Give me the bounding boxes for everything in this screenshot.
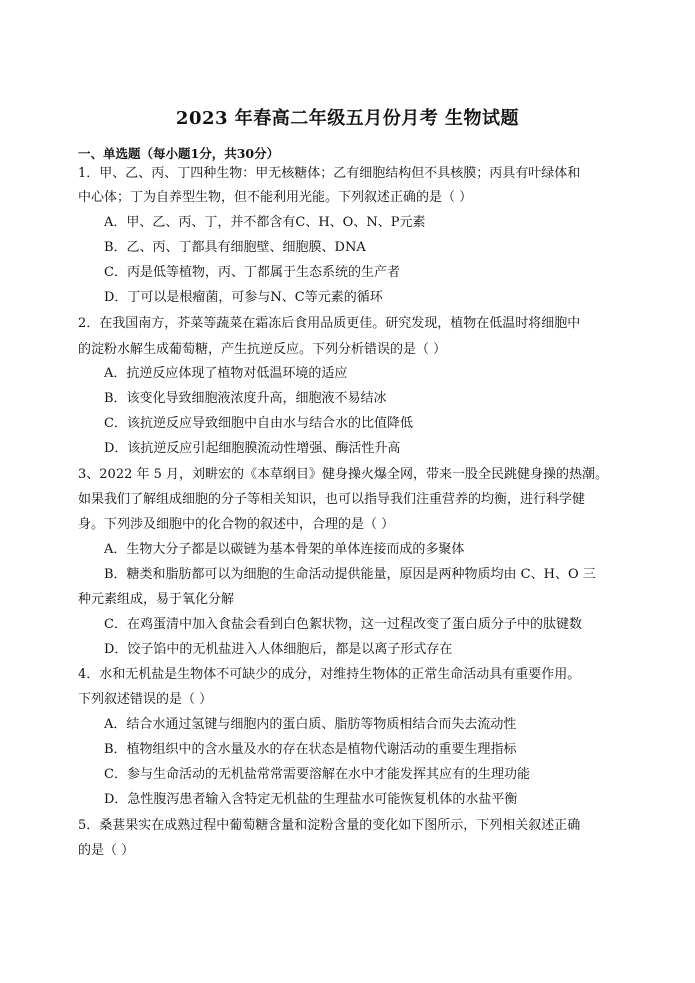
q5-stem-line: 5．桑葚果实在成熟过程中葡萄糖含量和淀粉含量的变化如下图所示，下列相关叙述正确	[78, 818, 581, 833]
exam-title: 2023 年春高二年级五月份月考 生物试题	[175, 108, 520, 129]
q1-option-a: A．甲、乙、丙、丁，并不都含有C、H、O、N、P元素	[104, 215, 426, 230]
q3-stem-line: 身。下列涉及细胞中的化合物的叙述中，合理的是（ ）	[78, 517, 395, 532]
q1-stem-line: 1．甲、乙、丙、丁四种生物：甲无核糖体；乙有细胞结构但不具核膜；丙具有叶绿体和	[78, 166, 581, 181]
q4-stem-line: 下列叙述错误的是（ ）	[78, 692, 213, 707]
q2-option-b: B．该变化导致细胞液浓度升高，细胞液不易结冰	[104, 391, 387, 406]
q2-stem-line: 的淀粉水解生成葡萄糖，产生抗逆反应。下列分析错误的是（ ）	[78, 342, 447, 357]
q1-option-c: C．丙是低等植物，丙、丁都属于生态系统的生产者	[104, 265, 400, 280]
q3-option-c: C．在鸡蛋清中加入食盐会看到白色絮状物，这一过程改变了蛋白质分子中的肽键数	[104, 617, 582, 632]
q4-option-b: B．植物组织中的含水量及水的存在状态是植物代谢活动的重要生理指标	[104, 742, 517, 757]
q2-stem-line: 2．在我国南方，芥菜等蔬菜在霜冻后食用品质更佳。研究发现，植物在低温时将细胞中	[78, 316, 581, 331]
q4-stem-line: 4．水和无机盐是生物体不可缺少的成分，对维持生物体的正常生命活动具有重要作用。	[78, 667, 581, 682]
q4-option-d: D．急性腹泻患者输入含特定无机盐的生理盐水可能恢复机体的水盐平衡	[104, 792, 518, 807]
q3-stem-line: 3、2022 年 5 月，刘畊宏的《本草纲目》健身操火爆全网，带来一股全民跳健身操的热潮。	[78, 467, 609, 482]
q1-stem-line: 中心体；丁为自养型生物，但不能利用光能。下列叙述正确的是（ ）	[78, 190, 473, 205]
q4-option-c: C．参与生命活动的无机盐常常需要溶解在水中才能发挥其应有的生理功能	[104, 767, 530, 782]
q3-option-b-cont: 种元素组成，易于氧化分解	[78, 592, 235, 607]
q2-option-c: C．该抗逆反应导致细胞中自由水与结合水的比值降低	[104, 416, 413, 431]
q4-option-a: A．结合水通过氢键与细胞内的蛋白质、脂肪等物质相结合而失去流动性	[104, 717, 517, 732]
q1-option-d: D．丁可以是根瘤菌，可参与N、C等元素的循环	[104, 290, 383, 305]
q3-stem-line: 如果我们了解组成细胞的分子等相关知识，也可以指导我们注重营养的均衡，进行科学健	[78, 492, 586, 507]
q3-option-a: A．生物大分子都是以碳链为基本骨架的单体连接而成的多聚体	[104, 542, 465, 557]
q3-option-b: B．糖类和脂肪都可以为细胞的生命活动提供能量，原因是两种物质均由 C、H、O 三	[104, 567, 596, 582]
q3-option-d: D．饺子馅中的无机盐进入人体细胞后，都是以离子形式存在	[104, 642, 453, 657]
q5-stem-line: 的是（ ）	[78, 843, 135, 858]
q2-option-d: D．该抗逆反应引起细胞膜流动性增强、酶活性升高	[104, 441, 401, 456]
q1-option-b: B．乙、丙、丁都具有细胞壁、细胞膜、DNA	[104, 240, 366, 255]
q2-option-a: A．抗逆反应体现了植物对低温环境的适应	[104, 366, 348, 381]
section-heading: 一、单选题（每小题1分，共30分）	[78, 146, 280, 161]
